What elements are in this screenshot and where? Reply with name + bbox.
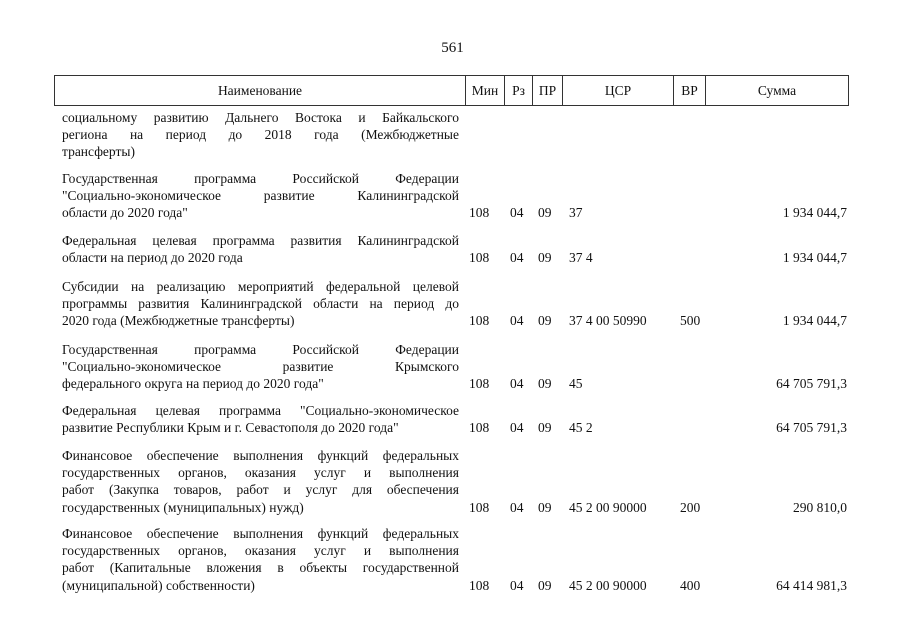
row-name-line: государственных (муниципальных) нужд) [62,499,304,515]
row-name [62,525,459,594]
row-min: 108 [469,313,490,329]
row-csr: 45 [569,376,583,392]
row-csr: 45 2 [569,420,593,436]
row-vr: 500 [680,313,701,329]
row-name [62,402,459,436]
row-name [62,109,459,161]
row-rz: 04 [510,250,524,266]
row-name-line: трансферты) [62,144,135,160]
row-vr: 200 [680,499,701,515]
row-csr: 45 2 00 90000 [569,499,647,515]
row-csr: 37 4 00 50990 [569,313,647,329]
row-sum: 64 705 791,3 [776,376,847,392]
row-name-line: Государственная программа Российской Федерации [62,342,459,357]
row-name-line: области до 2020 года" [62,205,188,221]
row-name-line: "Социально-экономическое развитие Крымского [62,359,459,375]
row-pr: 09 [538,313,552,329]
page-number: 561 [441,40,464,56]
row-name-line: Финансовое обеспечение выполнения функций федеральных [62,448,459,463]
row-sum: 64 414 981,3 [776,577,847,593]
row-name-line: (муниципальной) собственности) [62,577,255,593]
row-min: 108 [469,499,490,515]
row-min: 108 [469,376,490,392]
row-name-line: государственных органов, оказания услуг и выполнения [62,465,459,481]
row-name-line: Федеральная целевая программа развития Калининградской [62,233,459,248]
row-name [62,232,459,266]
row-name-line: программы развития Калининградской области на период до [62,296,459,312]
row-pr: 09 [538,577,552,593]
row-pr: 09 [538,376,552,392]
row-name-line: "Социально-экономическое развитие Калининградской [62,188,459,204]
row-sum: 290 810,0 [793,499,847,515]
header-pr: ПР [532,76,562,105]
row-min: 108 [469,250,490,266]
row-rz: 04 [510,420,524,436]
row-name-line: Финансовое обеспечение выполнения функций федеральных [62,526,459,541]
header-min: Мин [465,76,504,105]
row-csr: 45 2 00 90000 [569,577,647,593]
row-name-line: Федеральная целевая программа "Социально-экономическое [62,403,459,418]
header-rz: Рз [504,76,532,105]
row-name-line: работ (Капитальные вложения в объекты государственной [62,560,459,576]
row-name-line: социальному развитию Дальнего Востока и Байкальского [62,110,459,125]
row-sum: 1 934 044,7 [782,313,847,329]
row-vr: 400 [680,577,701,593]
row-min: 108 [469,420,490,436]
row-name-line: государственных органов, оказания услуг и выполнения [62,543,459,559]
header-sum: Сумма [705,76,848,105]
row-name-line: области на период до 2020 года [62,250,243,266]
row-pr: 09 [538,205,552,221]
row-rz: 04 [510,313,524,329]
row-rz: 04 [510,499,524,515]
row-sum: 1 934 044,7 [782,250,847,266]
row-name [62,447,459,516]
row-sum: 64 705 791,3 [776,420,847,436]
row-rz: 04 [510,577,524,593]
header-name: Наименование [217,82,303,98]
row-name-line: 2020 года (Межбюджетные трансферты) [62,313,295,329]
row-min: 108 [469,577,490,593]
row-name-line: федерального округа на период до 2020 года" [62,376,324,392]
row-min: 108 [469,205,490,221]
row-name-line: работ (Закупка товаров, работ и услуг для обеспечения [62,482,459,498]
row-name-line: Государственная программа Российской Федерации [62,171,459,186]
header-csr: ЦСР [562,76,673,105]
header-vr: ВР [673,76,705,105]
table-header [54,75,849,106]
row-name [62,170,459,222]
row-pr: 09 [538,250,552,266]
row-rz: 04 [510,205,524,221]
row-name-line: развитие Республики Крым и г. Севастополя до 2020 года" [62,420,399,436]
row-name [62,341,459,393]
row-pr: 09 [538,499,552,515]
row-pr: 09 [538,420,552,436]
row-sum: 1 934 044,7 [782,205,847,221]
row-rz: 04 [510,376,524,392]
row-name-line: Субсидии на реализацию мероприятий федеральной целевой [62,279,459,294]
row-csr: 37 [569,205,583,221]
row-name [62,278,459,330]
row-csr: 37 4 [569,250,593,266]
row-name-line: региона на период до 2018 года (Межбюджетные [62,127,459,143]
